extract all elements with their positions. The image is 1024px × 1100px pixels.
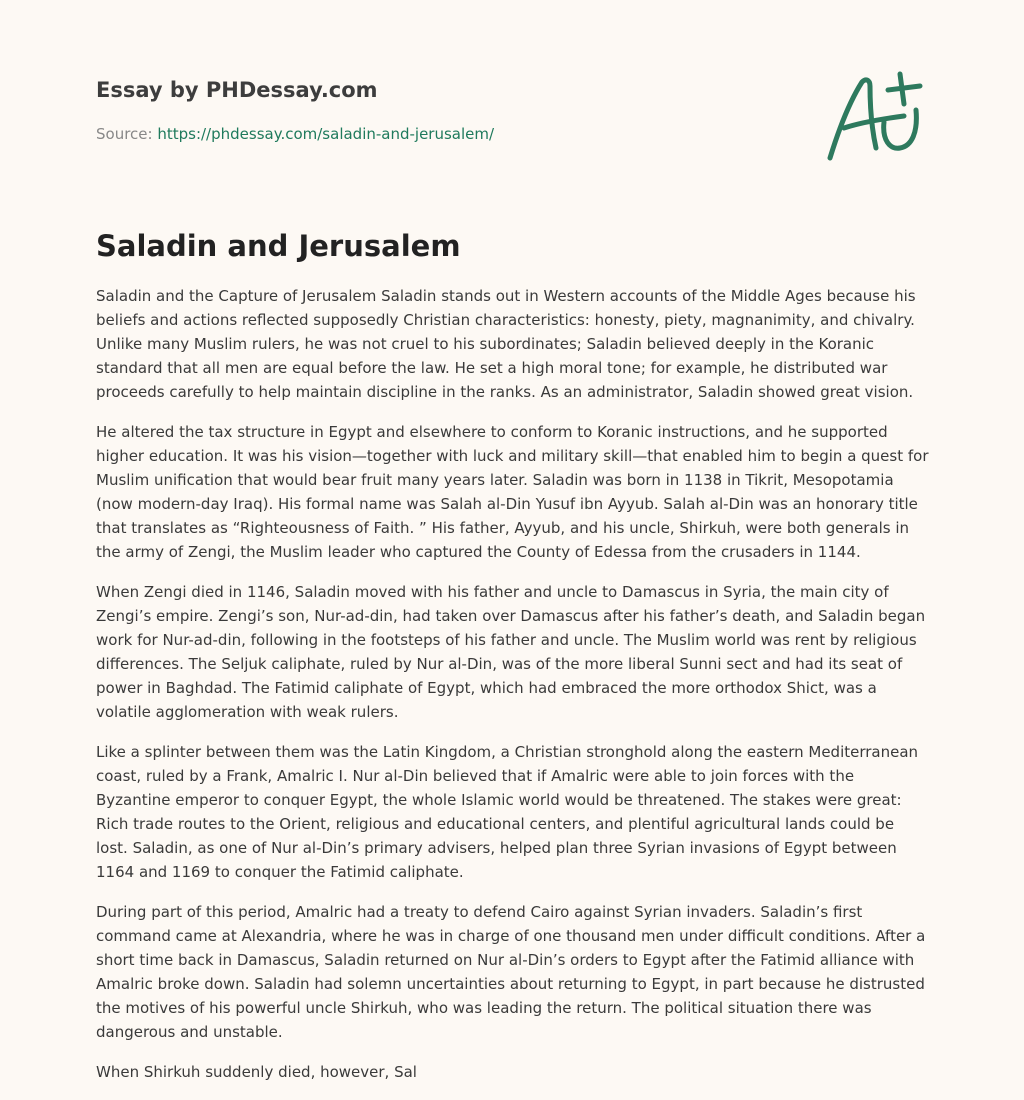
site-brand: Essay by PHDessay.com — [96, 78, 378, 102]
a-plus-logo-icon — [818, 66, 928, 166]
paragraph: When Shirkuh suddenly died, however, Sal — [96, 1063, 417, 1081]
paragraph: Like a splinter between them was the Latin Kingdom, a Christian stronghold along the eastern Mediterranean coast, ruled by a Frank, Amalric I. Nur al-Din believed that if Amalric were able to join forces with the Byzantine emperor to conquer Egypt, the whole Islamic world would be threatened. The stakes were great: Rich trade routes to the Orient, religious and educational centers, and plentiful agricultural lands could be lost. Saladin, as one of Nur al-Din’s primary advisers, helped plan three Syrian invasions of Egypt between 1164 and 1169 to conquer the Fatimid caliphate. — [96, 743, 919, 881]
paragraph: He altered the tax structure in Egypt and elsewhere to conform to Koranic instructions, and he supported higher education. It was his vision—together with luck and military skill—that enabled him to begin a quest for Muslim unification that would bear fruit many years later. Saladin was born in 1138 in Tikrit, Mesopotamia (now modern-day Iraq). His formal name was Salah al-Din Yusuf ibn Ayyub. Salah al-Din was an honorary title that translates as “Righteousness of Faith. ” His father, Ayyub, and his uncle, Shirkuh, were both generals in the army of Zengi, the Muslim leader who captured the County of Edessa from the crusaders in 1144. — [96, 423, 929, 561]
paragraph: During part of this period, Amalric had a treaty to defend Cairo against Syrian invaders. Saladin’s first command came at Alexandria, where he was in charge of one thousand men under difficult conditions. After a short time back in Damascus, Saladin returned on Nur al-Din’s orders to Egypt after the Fatimid alliance with Amalric broke down. Saladin had solemn uncertainties about returning to Egypt, in part because he distrusted the motives of his powerful uncle Shirkuh, who was leading the return. The political situation there was dangerous and unstable. — [96, 903, 926, 1041]
paragraph: When Zengi died in 1146, Saladin moved with his father and uncle to Damascus in Syria, the main city of Zengi’s empire. Zengi’s son, Nur-ad-din, had taken over Damascus after his father’s death, and Saladin began work for Nur-ad-din, following in the footsteps of his father and uncle. The Muslim world was rent by religious differences. The Seljuk caliphate, ruled by Nur al-Din, was of the more liberal Sunni sect and had its seat of power in Baghdad. The Fatimid caliphate of Egypt, which had embraced the more orthodox Shict, was a volatile agglomeration with weak rulers. — [96, 583, 926, 721]
source-line — [96, 124, 656, 144]
essay-body — [96, 284, 930, 1100]
essay-header — [96, 76, 656, 144]
source-link[interactable]: https://phdessay.com/saladin-and-jerusalem/ — [157, 125, 495, 143]
paragraph: Saladin and the Capture of Jerusalem Saladin stands out in Western accounts of the Middle Ages because his beliefs and actions reflected supposedly Christian characteristics: honesty, piety, magnanimity, and chivalry. Unlike many Muslim rulers, he was not cruel to his subordinates; Saladin believed deeply in the Koranic standard that all men are equal before the law. He set a high moral tone; for example, he distributed war proceeds carefully to help maintain discipline in the ranks. As an administrator, Saladin showed great vision. — [96, 287, 916, 401]
source-label: Source: — [96, 125, 158, 143]
essay-title: Saladin and Jerusalem — [96, 229, 461, 263]
a-plus-logo-svg — [818, 66, 928, 166]
